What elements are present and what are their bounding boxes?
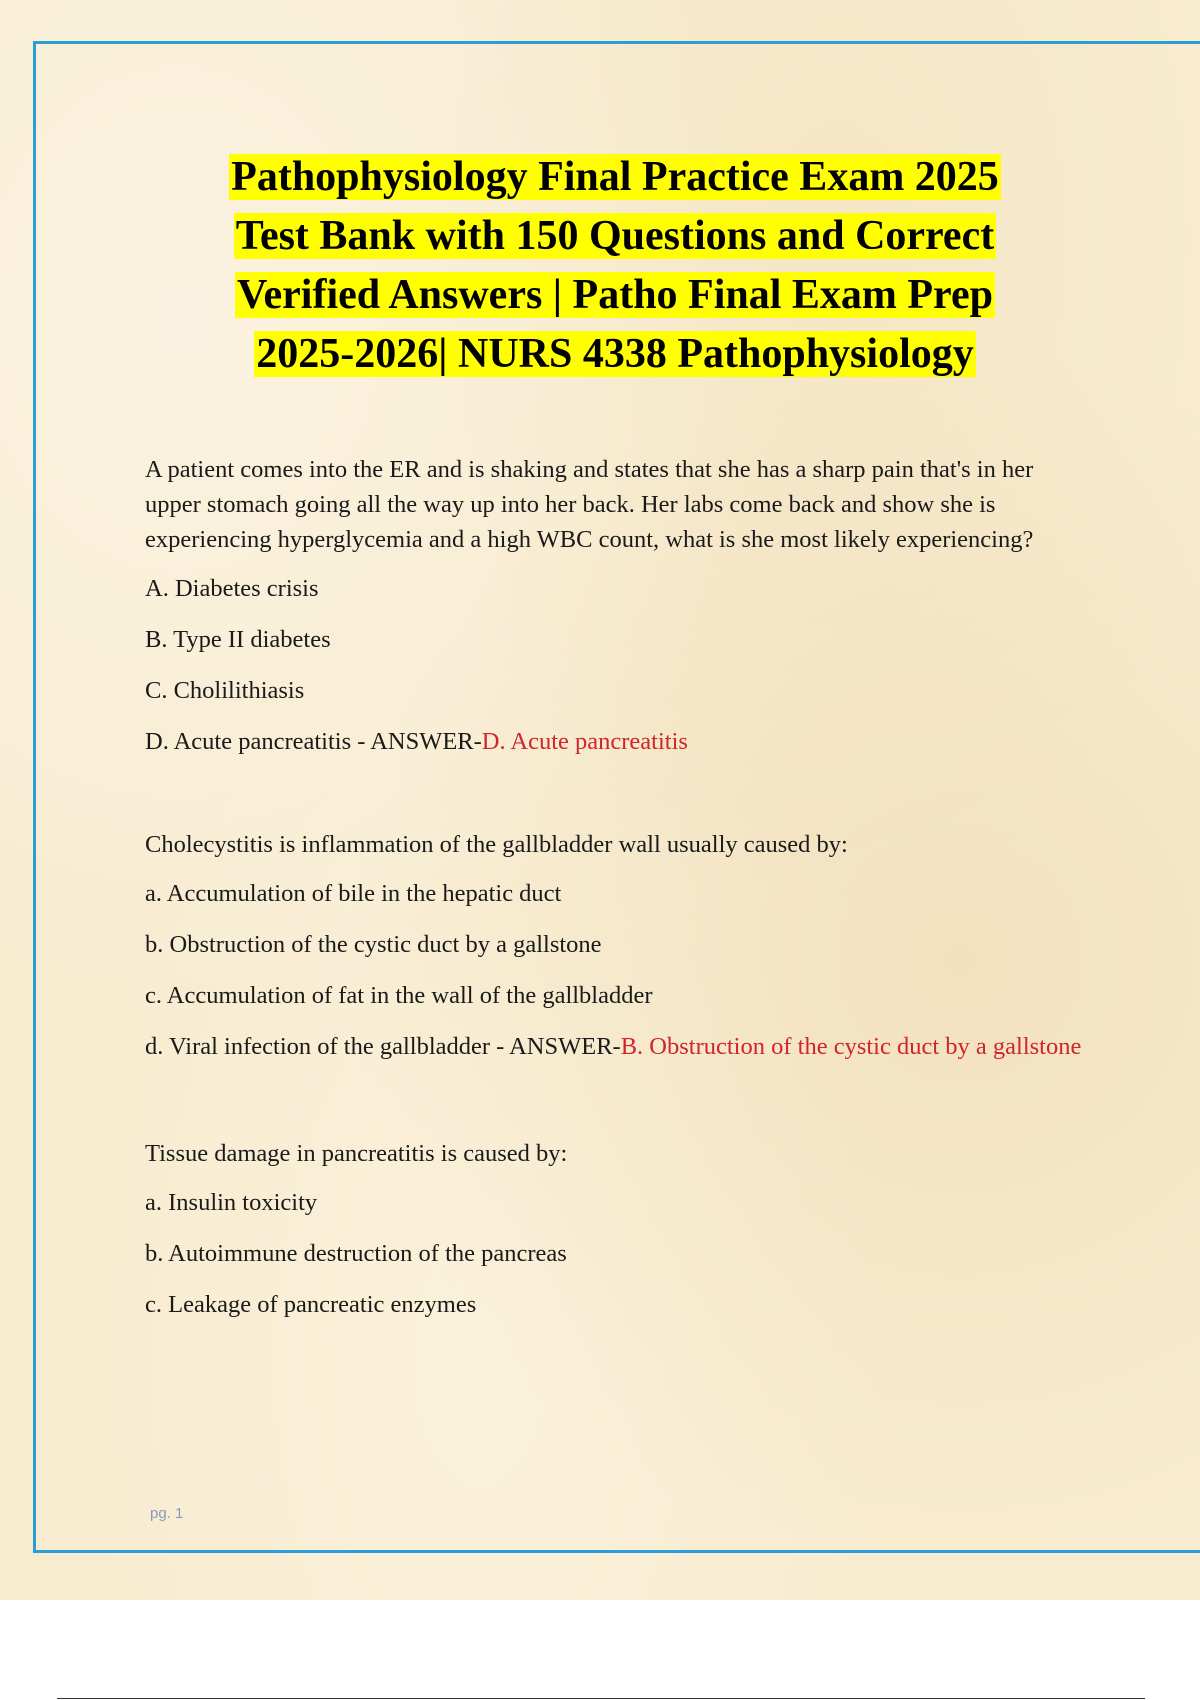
page-number: pg. 1 (150, 1505, 184, 1522)
correct-answer: B. Obstruction of the cystic duct by a gallstone (620, 1033, 1082, 1060)
answer-option: a. Insulin toxicity (145, 1189, 318, 1216)
question-3 (145, 1136, 1085, 1322)
question-divider (145, 1080, 1085, 1136)
answer-option-with-key (145, 1029, 1085, 1064)
question-list (145, 452, 1085, 1338)
correct-answer: D. Acute pancreatitis (481, 728, 688, 755)
title-line-1: Pathophysiology Final Practice Exam 2025 (231, 154, 999, 200)
answer-option: c. Leakage of pancreatic enzymes (145, 1291, 477, 1318)
answer-option: B. Type II diabetes (145, 626, 331, 653)
document-title (135, 148, 1095, 384)
question-text: Tissue damage in pancreatitis is caused by: (145, 1140, 568, 1167)
footer-rule (57, 1698, 1145, 1699)
title-line-3: Verified Answers | Patho Final Exam Prep (237, 272, 993, 318)
question-1 (145, 452, 1085, 759)
answer-option-with-key (145, 724, 1085, 759)
question-divider (145, 775, 1085, 827)
title-line-2: Test Bank with 150 Questions and Correct (235, 213, 995, 259)
answer-option: b. Autoimmune destruction of the pancreas (145, 1240, 567, 1267)
answer-option-label: d. Viral infection of the gallbladder - ANSWER- (145, 1033, 621, 1060)
answer-option: A. Diabetes crisis (145, 575, 319, 602)
answer-option-label: D. Acute pancreatitis - ANSWER- (145, 728, 482, 755)
answer-option: b. Obstruction of the cystic duct by a gallstone (145, 931, 602, 958)
title-line-4: 2025-2026| NURS 4338 Pathophysiology (256, 331, 974, 377)
answer-option: a. Accumulation of bile in the hepatic duct (145, 880, 562, 907)
answer-option: C. Cholilithiasis (145, 677, 305, 704)
question-text: Cholecystitis is inflammation of the gallbladder wall usually caused by: (145, 831, 848, 858)
question-text: A patient comes into the ER and is shaking and states that she has a sharp pain that's in her upper stomach going all the way up into her back. Her labs come back and show she is experiencing hyperglycemia and a high WBC count, what is she most likely experiencing? (145, 456, 1034, 553)
answer-option: c. Accumulation of fat in the wall of the gallbladder (145, 982, 653, 1009)
question-2 (145, 827, 1085, 1064)
